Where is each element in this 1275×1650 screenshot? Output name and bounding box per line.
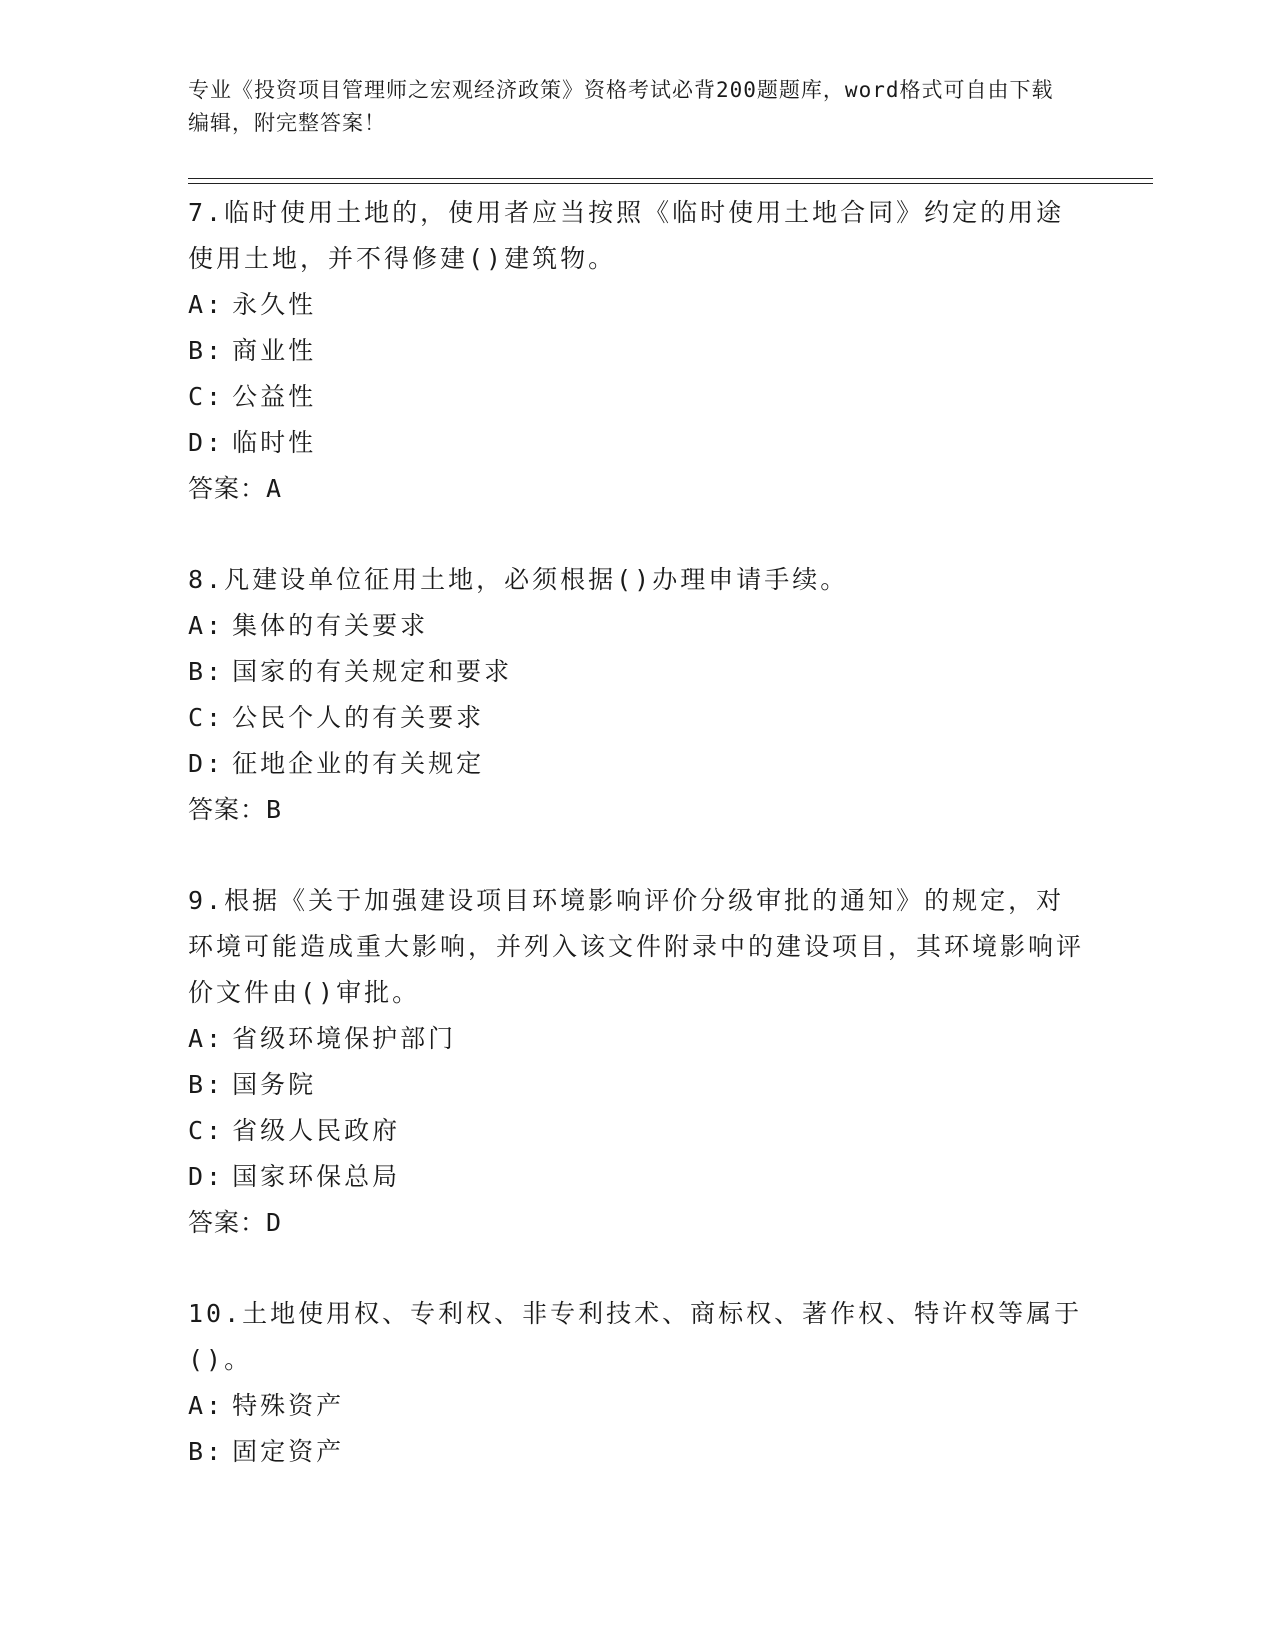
question-stem: 10.土地使用权、专利权、非专利技术、商标权、著作权、特许权等属于()。 [188,1299,1083,1374]
option-b [188,328,1088,374]
option-c [188,695,1088,741]
option-text: 永久性 [232,290,317,319]
answer-line: 答案：A [188,474,283,503]
option-letter: C: [188,382,225,411]
option-c [188,374,1088,420]
answer-line: 答案：D [188,1208,283,1237]
option-text: 国家的有关规定和要求 [232,657,513,686]
option-d [188,1154,1088,1200]
option-text: 省级人民政府 [232,1116,401,1145]
question-stem: 8.凡建设单位征用土地，必须根据()办理申请手续。 [188,565,849,594]
question-stem: 7.临时使用土地的，使用者应当按照《临时使用土地合同》约定的用途使用土地，并不得修建()建筑物。 [188,198,1065,273]
option-letter: A: [188,1024,225,1053]
option-letter: D: [188,428,225,457]
option-text: 集体的有关要求 [232,611,429,640]
question-item [188,878,1088,1246]
option-letter: B: [188,1437,225,1466]
option-text: 固定资产 [232,1437,345,1466]
option-text: 公民个人的有关要求 [232,703,485,732]
option-letter: B: [188,1070,225,1099]
option-b [188,1062,1088,1108]
option-text: 商业性 [232,336,317,365]
question-list [188,190,1088,1520]
option-a [188,1383,1088,1429]
answer-line: 答案：B [188,795,283,824]
header-divider-top [188,178,1153,179]
option-c [188,1108,1088,1154]
option-letter: A: [188,611,225,640]
question-item [188,190,1088,512]
question-stem: 9.根据《关于加强建设项目环境影响评价分级审批的通知》的规定，对环境可能造成重大影响，并列入该文件附录中的建设项目，其环境影响评价文件由()审批。 [188,886,1085,1007]
option-b [188,649,1088,695]
option-letter: C: [188,1116,225,1145]
option-text: 公益性 [232,382,317,411]
option-letter: D: [188,749,225,778]
option-letter: B: [188,657,225,686]
option-letter: A: [188,290,225,319]
option-text: 省级环境保护部门 [232,1024,457,1053]
option-text: 国家环保总局 [232,1162,401,1191]
option-a [188,1016,1088,1062]
option-text: 征地企业的有关规定 [232,749,485,778]
option-letter: D: [188,1162,225,1191]
option-b [188,1429,1088,1475]
question-item [188,557,1088,833]
option-a [188,282,1088,328]
option-text: 特殊资产 [232,1391,345,1420]
header-divider-bottom [188,183,1153,184]
option-a [188,603,1088,649]
option-d [188,741,1088,787]
option-text: 国务院 [232,1070,317,1099]
option-text: 临时性 [232,428,317,457]
document-header: 专业《投资项目管理师之宏观经济政策》资格考试必背200题题库，word格式可自由下载编辑，附完整答案！ [188,78,1054,135]
question-item [188,1291,1088,1475]
option-letter: C: [188,703,225,732]
option-letter: A: [188,1391,225,1420]
option-letter: B: [188,336,225,365]
option-d [188,420,1088,466]
